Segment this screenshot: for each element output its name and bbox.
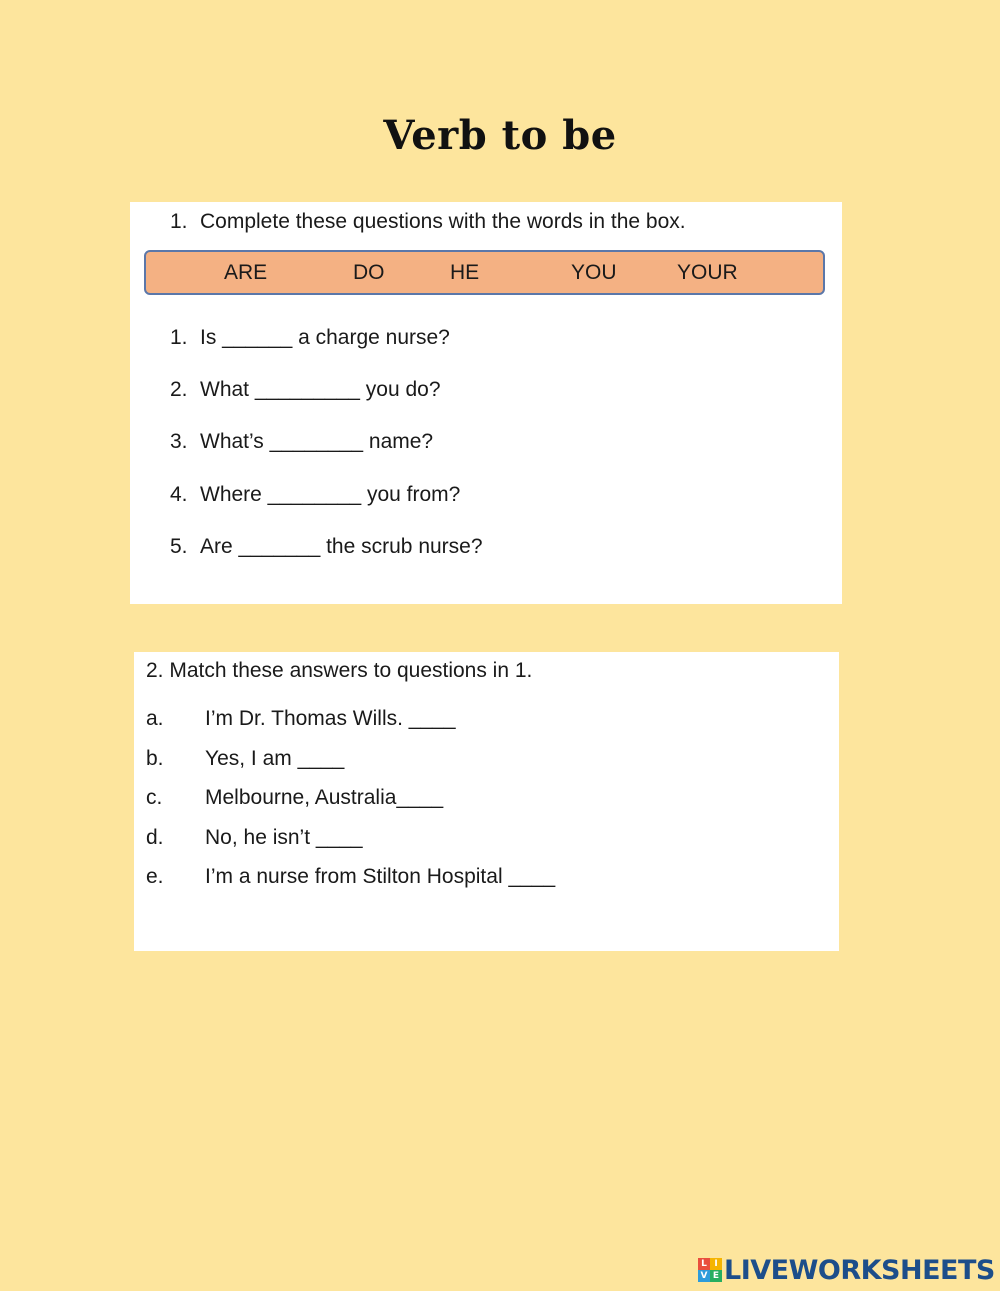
question-number: 2. [170, 378, 188, 401]
answer-e[interactable] [146, 865, 555, 889]
exercise-1-number: 1. [170, 210, 188, 233]
logo-icon-letter-i: I [710, 1258, 722, 1270]
answer-d[interactable] [146, 826, 363, 850]
liveworksheets-logo-icon [698, 1258, 722, 1282]
word-box [144, 250, 825, 295]
question-text: Are _______ the scrub nurse? [200, 535, 483, 558]
answer-letter: a. [146, 707, 164, 730]
question-number: 3. [170, 430, 188, 453]
answer-text: Yes, I am ____ [205, 747, 345, 770]
question-text: Is ______ a charge nurse? [200, 326, 450, 349]
logo-icon-letter-l: L [698, 1258, 710, 1270]
answer-letter: c. [146, 786, 163, 809]
answer-text: No, he isn’t ____ [205, 826, 363, 849]
question-2[interactable] [170, 378, 441, 402]
exercise-2-instruction: 2. Match these answers to questions in 1. [146, 659, 533, 682]
logo-icon-letter-e: E [710, 1270, 722, 1282]
word-are: ARE [224, 261, 268, 284]
logo-icon-letter-v: V [698, 1270, 710, 1282]
exercise-2-panel [134, 652, 839, 951]
answer-text: Melbourne, Australia____ [205, 786, 444, 809]
exercise-1-panel [130, 202, 842, 604]
question-number: 1. [170, 326, 188, 349]
question-3[interactable] [170, 430, 433, 454]
exercise-1-instruction [170, 210, 686, 234]
answer-letter: d. [146, 826, 164, 849]
question-text: What _________ you do? [200, 378, 441, 401]
exercise-1-instruction-text: Complete these questions with the words in the box. [200, 210, 686, 233]
question-number: 5. [170, 535, 188, 558]
answer-letter: b. [146, 747, 164, 770]
answer-b[interactable] [146, 747, 344, 771]
liveworksheets-logo-text: LIVEWORKSHEETS [724, 1254, 995, 1286]
answer-a[interactable] [146, 707, 456, 731]
word-he: HE [450, 261, 480, 284]
question-4[interactable] [170, 483, 460, 507]
word-your: YOUR [677, 261, 738, 284]
question-1[interactable] [170, 326, 450, 350]
answer-text: I’m Dr. Thomas Wills. ____ [205, 707, 456, 730]
question-number: 4. [170, 483, 188, 506]
answer-text: I’m a nurse from Stilton Hospital ____ [205, 865, 556, 888]
question-text: What’s ________ name? [200, 430, 434, 453]
question-5[interactable] [170, 535, 483, 559]
page-title: Verb to be [383, 112, 617, 159]
word-you: YOU [571, 261, 617, 284]
question-text: Where ________ you from? [200, 483, 461, 506]
answer-c[interactable] [146, 786, 443, 810]
word-do: DO [353, 261, 385, 284]
answer-letter: e. [146, 865, 164, 888]
liveworksheets-logo [698, 1254, 995, 1286]
